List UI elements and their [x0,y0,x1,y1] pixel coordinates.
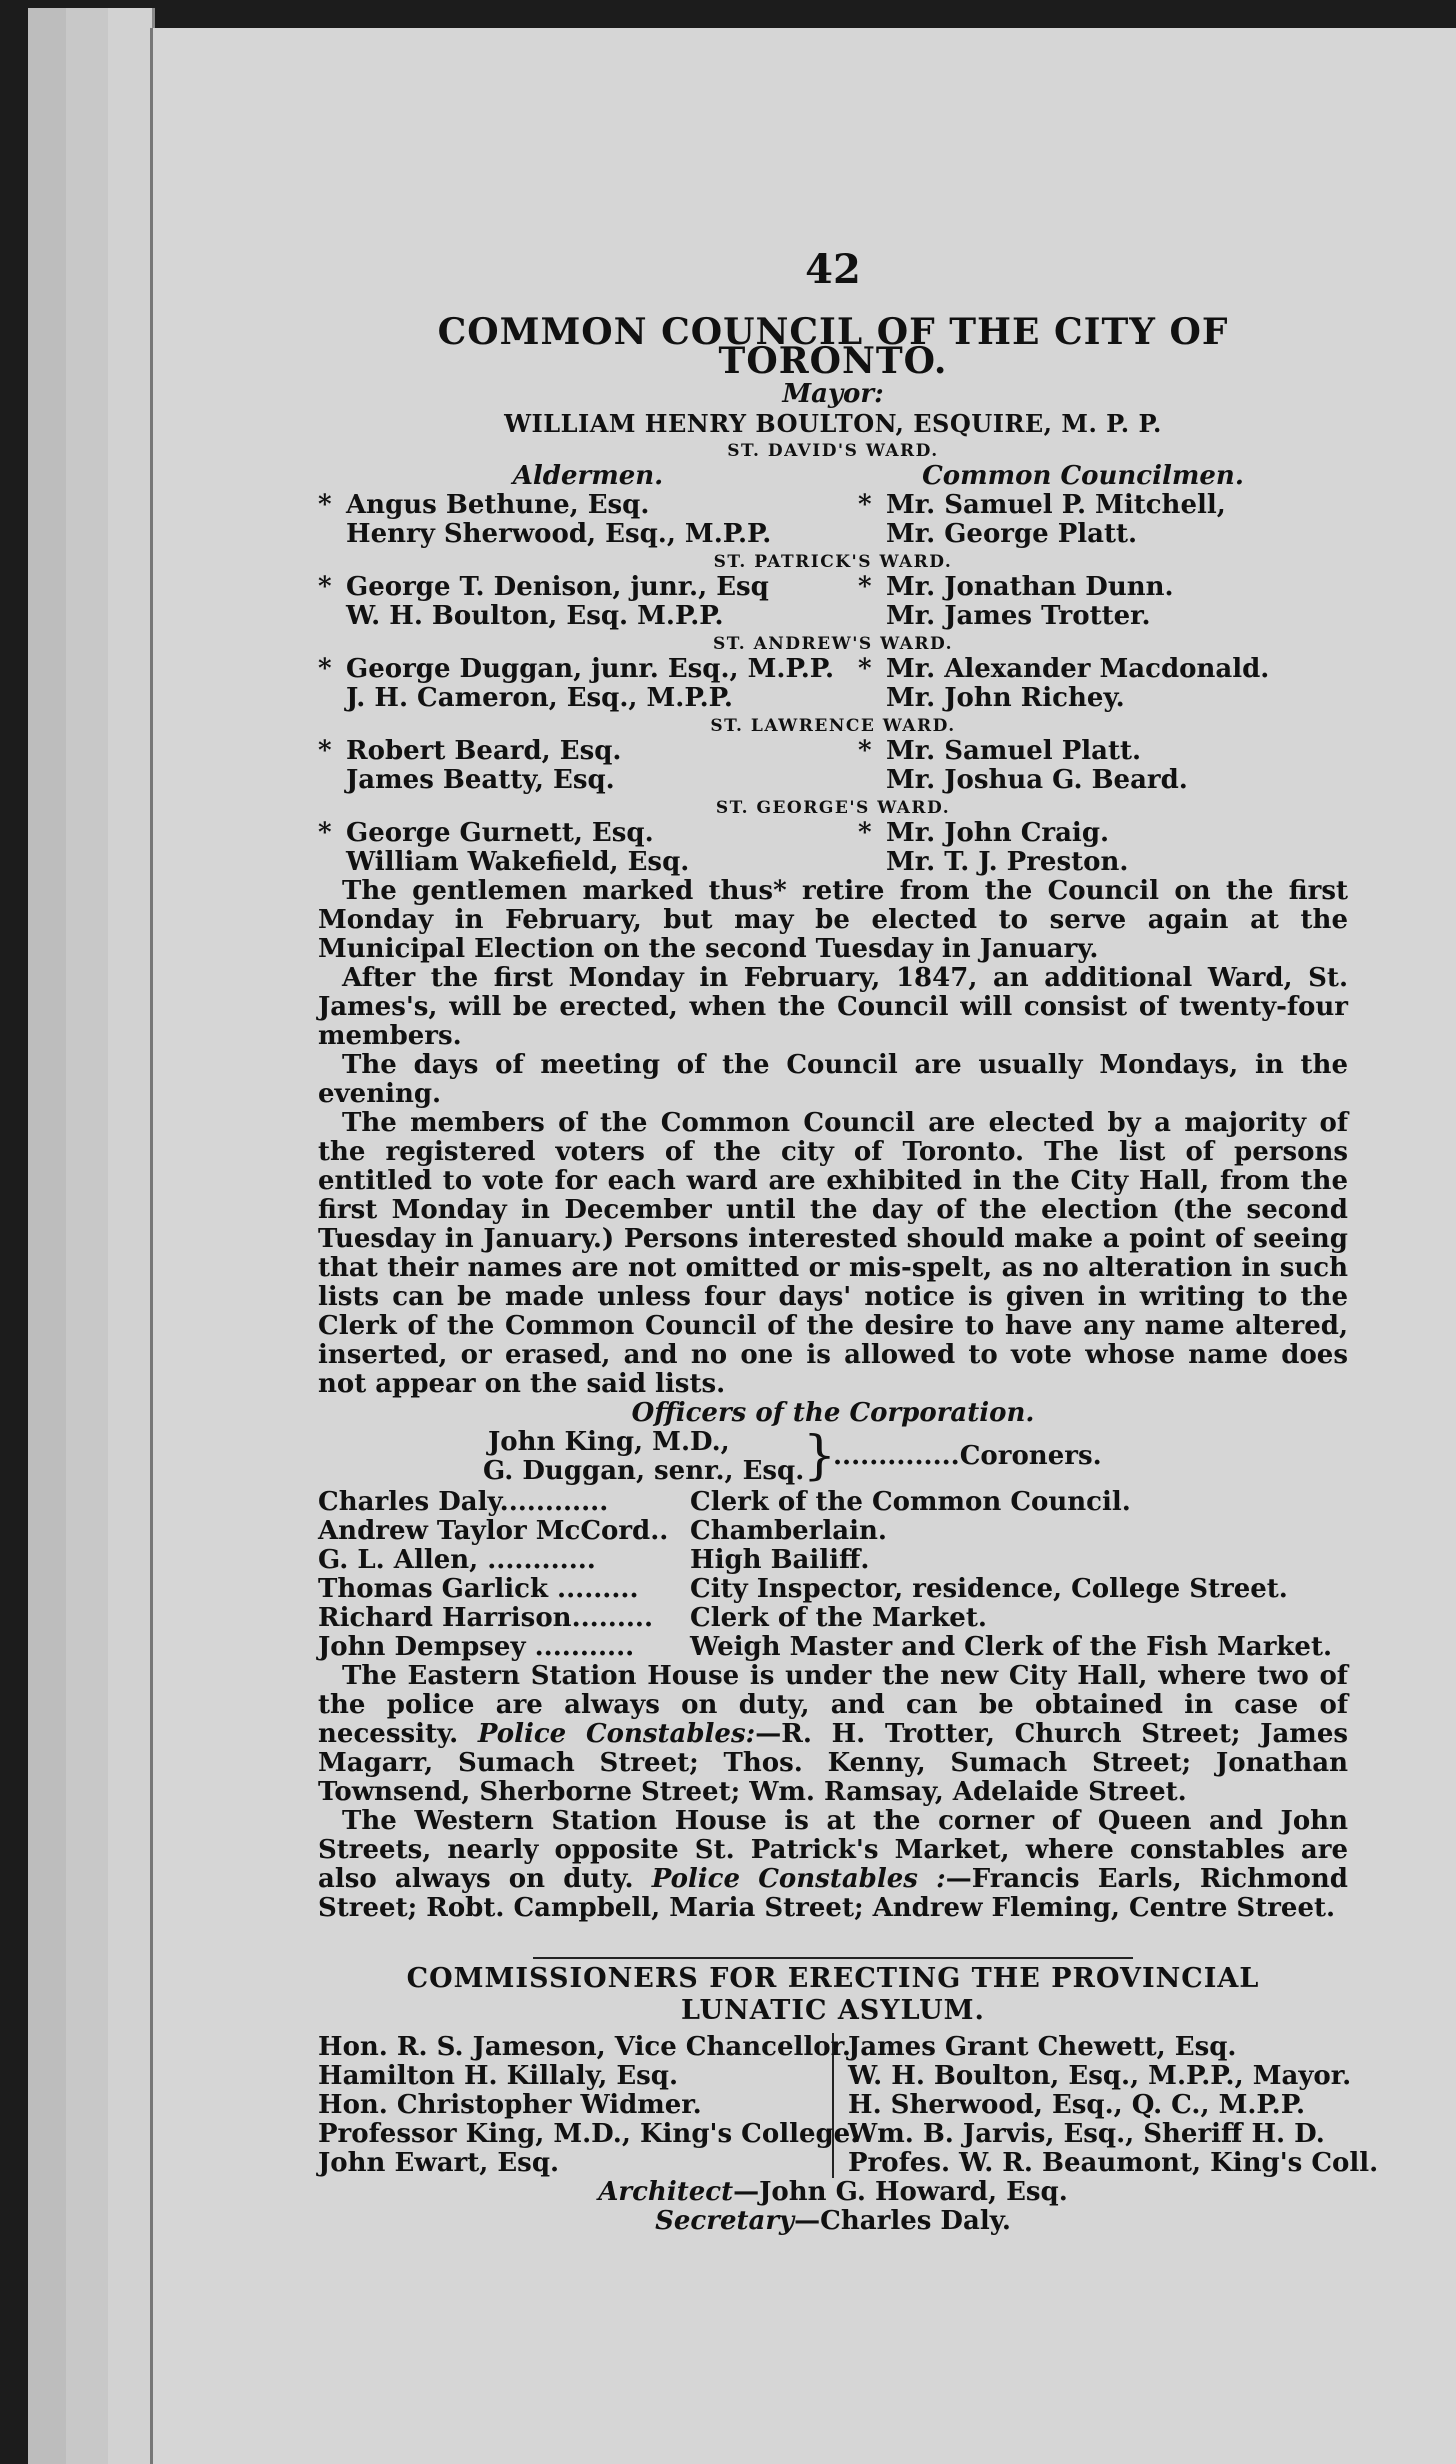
councilman-name: Mr. Alexander Macdonald. [886,654,1270,684]
officer-duty: Clerk of the Common Council. [690,1487,1131,1517]
officer-row [318,1546,1348,1575]
western-station-text: The Western Station House is at the corner of Queen and John Streets, nearly opposite St. Patrick's Market, where constables are also always on duty. [318,1806,1348,1894]
ward-row [318,848,1348,877]
retire-marker: * [858,818,872,848]
alderman-name: W. H. Boulton, Esq. M.P.P. [346,601,724,631]
ward-row [318,491,1348,520]
commissioner-name: W. H. Boulton, Esq., M.P.P., Mayor. [848,2061,1352,2091]
officer-duty: Clerk of the Market. [690,1603,987,1633]
commissioners-right-column [834,2033,1378,2178]
mayor-name: WILLIAM HENRY BOULTON, ESQUIRE, M. P. P. [504,409,1162,438]
ward-row [318,766,1348,795]
councilman-name: Mr. Jonathan Dunn. [886,572,1174,602]
coroner-name: G. Duggan, senr., Esq. [483,1456,805,1486]
commissioner-name: John Ewart, Esq. [318,2148,560,2178]
architect-line [318,2178,1348,2207]
officer-row [318,1488,1348,1517]
ward-row [318,737,1348,766]
ward-row [318,573,1348,602]
rule-divider [533,1957,1133,1959]
alderman-name: J. H. Cameron, Esq., M.P.P. [346,683,733,713]
officer-duty: High Bailiff. [690,1545,870,1575]
commissioner-name: Professor King, M.D., King's College. [318,2119,860,2149]
officer-name: John Dempsey ........... [318,1632,635,1662]
ward-heading: ST. DAVID'S WARD. [727,441,939,461]
officer-row [318,1575,1348,1604]
retire-marker: * [318,818,332,848]
commissioners-title [318,1957,1348,2027]
mayor-label: Mayor: [782,379,884,409]
page-edge [28,8,71,2464]
alderman-name: Angus Bethune, Esq. [346,490,650,520]
retire-marker: * [318,490,332,520]
commissioners-title-line: COMMISSIONERS FOR ERECTING THE PROVINCIAL [406,1963,1260,1994]
commissioner-name: H. Sherwood, Esq., Q. C., M.P.P. [848,2090,1306,2120]
secretary-label: Secretary [655,2206,795,2236]
ward-row [318,520,1348,549]
western-station-paragraph [318,1807,1348,1923]
ward-heading: ST. ANDREW'S WARD. [713,634,953,654]
officer-name: Thomas Garlick ......... [318,1574,639,1604]
page-edge [108,8,155,2464]
retire-marker: * [318,736,332,766]
commissioner-name: Hamilton H. Killaly, Esq. [318,2061,679,2091]
eastern-station-text: The Eastern Station House is under the new City Hall, where two of the police are always on duty, and can be obtained in case of necessity. [318,1661,1348,1749]
alderman-name: William Wakefield, Esq. [346,847,690,877]
officer-duty: Weigh Master and Clerk of the Fish Market. [690,1632,1333,1662]
new-ward-note: After the first Monday in February, 1847, an additional Ward, St. James's, will be erected, when the Council will consist of twenty-four members. [318,963,1348,1051]
commissioners-list [318,2032,1379,2178]
secretary-name: —Charles Daly. [794,2206,1011,2236]
brace-glyph: } [803,1426,837,1486]
page-title: COMMON COUNCIL OF THE CITY OF TORONTO. [437,311,1229,382]
police-constables-label: Police Constables: [477,1719,756,1749]
western-constables: —Francis Earls, Richmond Street; Robt. Campbell, Maria Street; Andrew Fleming, Centre Street. [318,1864,1348,1923]
page-content [318,246,1379,2236]
alderman-name: James Beatty, Esq. [346,765,615,795]
coroner-name: John King, M.D., [488,1427,730,1457]
commissioner-name: Profes. W. R. Beaumont, King's Coll. [848,2148,1379,2178]
ward-heading: ST. LAWRENCE WARD. [710,716,956,736]
officer-row [318,1517,1348,1546]
eastern-constables: —R. H. Trotter, Church Street; James Magarr, Sumach Street; Thos. Kenny, Sumach Street; Jonathan Townsend, Sherborne Street; Wm. Ramsay, Adelaide Street. [318,1719,1348,1807]
alderman-name: Henry Sherwood, Esq., M.P.P. [346,519,772,549]
architect-label: Architect [598,2177,734,2207]
ward-row [318,684,1348,713]
councilman-name: Mr. John Craig. [886,818,1110,848]
officer-name: Andrew Taylor McCord.. [318,1516,669,1546]
councilman-name: Mr. George Platt. [886,519,1138,549]
councilman-name: Mr. T. J. Preston. [886,847,1129,877]
aldermen-heading: Aldermen. [512,461,664,491]
meeting-days-note: The days of meeting of the Council are usually Mondays, in the evening. [318,1050,1348,1109]
retire-marker: * [318,572,332,602]
officer-name: Richard Harrison......... [318,1603,654,1633]
officer-name: Charles Daly............ [318,1487,609,1517]
commissioner-name: Hon. R. S. Jameson, Vice Chancellor. [318,2032,851,2062]
column-headings [318,462,1348,491]
alderman-name: George Duggan, junr. Esq., M.P.P. [346,654,835,684]
ward-row [318,819,1348,848]
commissioners-left-column [318,2032,860,2178]
officer-duty: City Inspector, residence, College Street. [690,1574,1288,1604]
retirement-note: The gentlemen marked thus* retire from the Council on the first Monday in February, but may be elected to serve again at the Municipal Election on the second Tuesday in January. [318,876,1348,964]
retire-marker: * [318,654,332,684]
ward-row [318,602,1348,631]
retire-marker: * [858,654,872,684]
alderman-name: George Gurnett, Esq. [346,818,654,848]
page-edge [66,8,113,2464]
retire-marker: * [858,490,872,520]
ward-heading: ST. GEORGE'S WARD. [715,798,951,818]
secretary-line [318,2207,1348,2236]
officer-name: G. L. Allen, ............ [318,1545,596,1575]
commissioner-name: Hon. Christopher Widmer. [318,2090,702,2120]
councilman-name: Mr. James Trotter. [886,601,1151,631]
commissioners-title-line: LUNATIC ASYLUM. [681,1995,985,2026]
councilman-name: Mr. Samuel P. Mitchell, [886,490,1226,520]
coroners-label: ..............Coroners. [833,1441,1102,1471]
councilman-name: Mr. John Richey. [886,683,1125,713]
officer-duty: Chamberlain. [690,1516,887,1546]
retire-marker: * [858,736,872,766]
alderman-name: George T. Denison, junr., Esq [346,572,769,602]
officer-row [318,1604,1348,1633]
election-note: The members of the Common Council are elected by a majority of the registered voters of the city of Toronto. The list of persons entitled to vote for each ward are exhibited in the City Hall, from the first Monday in December until the day of the election (the second Tuesday in January.) Persons interested should make a point of seeing that their names are not omitted or mis-spelt, as no alteration in such lists can be made unless four days' notice is given in writing to the Clerk of the Common Council of the desire to have any name altered, inserted, or erased, and no one is allowed to vote whose name does not appear on the said lists. [318,1108,1348,1399]
officer-row [318,1633,1348,1662]
page-number: 42 [805,246,861,293]
commissioner-name: Wm. B. Jarvis, Esq., Sheriff H. D. [848,2119,1325,2149]
councilman-name: Mr. Joshua G. Beard. [886,765,1188,795]
eastern-station-paragraph [318,1662,1348,1807]
councilmen-heading: Common Councilmen. [922,461,1244,491]
police-constables-label: Police Constables : [651,1864,946,1894]
councilman-name: Mr. Samuel Platt. [886,736,1142,766]
coroners-block [318,1428,1348,1488]
alderman-name: Robert Beard, Esq. [346,736,622,766]
ward-heading: ST. PATRICK'S WARD. [713,552,953,572]
architect-name: —John G. Howard, Esq. [733,2177,1068,2207]
commissioner-name: James Grant Chewett, Esq. [848,2032,1237,2062]
ward-row [318,655,1348,684]
officers-heading: Officers of the Corporation. [631,1398,1035,1428]
retire-marker: * [858,572,872,602]
